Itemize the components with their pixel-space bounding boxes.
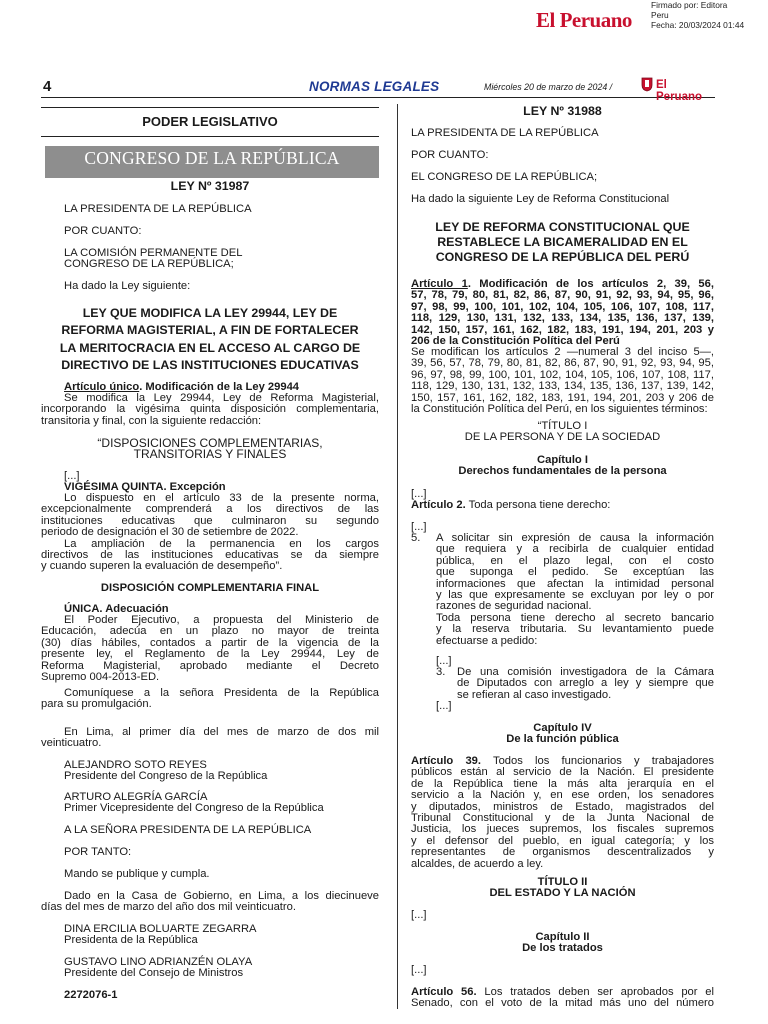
paragraph: Ha dado la Ley siguiente: bbox=[64, 280, 191, 292]
article-label: Artículo 39. bbox=[411, 756, 482, 767]
signature-text bbox=[651, 0, 744, 31]
signatory-role: Presidenta de la República bbox=[64, 934, 198, 946]
body-line: y cuando superen la evaluación de desempeño”. bbox=[41, 560, 283, 573]
ellipsis: [...] bbox=[436, 655, 452, 667]
body-line: la Constitución Política del Perú, en los siguientes términos: bbox=[411, 402, 708, 415]
signatory-name: GUSTAVO LINO ADRIANZÉN OLAYA bbox=[64, 956, 253, 968]
paragraph: Mando se publique y cumpla. bbox=[64, 868, 210, 880]
ellipsis: [...] bbox=[411, 521, 427, 533]
body-line: efectuarse a pedido: bbox=[436, 634, 538, 647]
body-line: y el defensor del pueblo, en igual categoría; y los bbox=[411, 835, 714, 847]
body-line: que requiera y a recibirla de cualquier entidad bbox=[436, 544, 714, 556]
paragraph: A LA SEÑORA PRESIDENTA DE LA REPÚBLICA bbox=[64, 824, 312, 836]
body-line: 39, 56, 57, 78, 79, 80, 81, 82, 86, 87, 90, 91, 92, 93, 94, 95, bbox=[411, 358, 714, 370]
chapter-heading: Capítulo I bbox=[537, 454, 588, 466]
article-heading bbox=[64, 382, 299, 393]
body-line: Reforma Magisterial, aprobado mediante el Decreto bbox=[41, 660, 379, 672]
unica-body bbox=[41, 615, 379, 683]
body-line: que suponga el pedido. Se exceptúan las bbox=[436, 567, 714, 579]
body-line: excepcionalmente comprenderá a los directivos de las bbox=[41, 504, 379, 516]
body-line: de Diputados con arreglo a ley y siempre que bbox=[457, 678, 714, 690]
paragraph: LA COMISIÓN PERMANENTE DEL bbox=[64, 247, 243, 259]
body-line: Se modifica la Ley 29944, Ley de Reforma Magisterial, bbox=[64, 393, 379, 404]
page-number: 4 bbox=[43, 78, 52, 95]
body-line: para su promulgación. bbox=[41, 698, 152, 711]
quote-heading: “DISPOSICIONES COMPLEMENTARIAS, bbox=[97, 436, 323, 450]
article-label: Artículo único bbox=[64, 381, 140, 393]
body-line: En Lima, al primer día del mes de marzo de dos mil bbox=[64, 727, 379, 738]
item-number: 3. bbox=[436, 666, 446, 678]
body-line bbox=[411, 279, 714, 290]
unica-heading: ÚNICA. Adecuación bbox=[64, 603, 169, 615]
paragraph: Ha dado la siguiente Ley de Reforma Constitucional bbox=[411, 193, 670, 205]
title-heading: TÍTULO II bbox=[537, 876, 588, 888]
article-heading-text: . Modificación de los artículos 2, 39, 56, bbox=[467, 279, 714, 290]
body-line: A solicitar sin expresión de causa la información bbox=[436, 533, 714, 544]
item-5-body bbox=[436, 533, 714, 647]
body-line: veinticuatro. bbox=[41, 737, 102, 750]
body-line: 118, 129, 130, 131, 132, 133, 134, 135, 136, 137, 139, bbox=[411, 313, 714, 325]
article-label: Artículo 1 bbox=[411, 279, 468, 290]
body-line: Justicia, los jueces supremos, los fiscales supremos bbox=[411, 824, 714, 836]
signature-line: Peru bbox=[651, 10, 669, 21]
body-line: informaciones que afectan la intimidad personal bbox=[436, 578, 714, 590]
body-line: Dado en la Casa de Gobierno, en Lima, a los diecinueve bbox=[64, 891, 379, 902]
signatory-role: Presidente del Consejo de Ministros bbox=[64, 967, 244, 979]
article-text: Todos los funcionarios y trabajadores bbox=[481, 756, 714, 767]
paragraph: EL CONGRESO DE LA REPÚBLICA; bbox=[411, 171, 598, 183]
body-line: Toda persona tiene derecho al secreto bancario bbox=[436, 612, 714, 624]
article-heading-text: . Modificación de la Ley 29944 bbox=[139, 381, 300, 393]
title-line: REFORMA MAGISTERIAL, A FIN DE FORTALECER bbox=[61, 323, 359, 338]
publication-code: 2272076-1 bbox=[64, 989, 118, 1001]
vigesima-body bbox=[41, 493, 379, 573]
body-line: se refieran al caso investigado. bbox=[457, 688, 612, 701]
signatory-name: ALEJANDRO SOTO REYES bbox=[64, 759, 207, 771]
ellipsis: [...] bbox=[411, 964, 427, 976]
body-line: públicos están al servicio de la Nación. El presidente bbox=[411, 767, 714, 779]
body-line: 142, 150, 157, 161, 162, 182, 183, 191, 194, 201, 203 y bbox=[411, 324, 714, 336]
article-label: Artículo 2. bbox=[411, 499, 466, 511]
ellipsis: [...] bbox=[64, 470, 80, 482]
paragraph: POR TANTO: bbox=[64, 846, 132, 858]
body-line: Educación, adecúa en un plazo no mayor de treinta bbox=[41, 626, 379, 638]
body-line: días del mes de marzo del año dos mil veinticuatro. bbox=[41, 901, 296, 914]
body-line: representantes de organismos descentralizados y bbox=[411, 847, 714, 859]
body-line: 118, 129, 130, 131, 132, 133, 134, 135, 136, 137, 139, 142, bbox=[411, 381, 714, 393]
quote-heading: TRANSITORIAS Y FINALES bbox=[133, 447, 287, 461]
body-line: 150, 157, 161, 162, 182, 183, 191, 194, 201, 203 y 206 de bbox=[411, 392, 714, 404]
title-line: LA MERITOCRACIA EN EL ACCESO AL CARGO DE bbox=[59, 340, 361, 355]
body-line: 96, 97, 98, 99, 100, 101, 102, 104, 105, 106, 107, 108, 117, bbox=[411, 369, 714, 381]
article-39 bbox=[411, 756, 714, 870]
body-line: servicio a la Nación y, en ese orden, los senadores bbox=[411, 790, 714, 802]
ellipsis: [...] bbox=[411, 488, 427, 500]
body-line: periodo de designación el 30 de setiembre de 2022. bbox=[41, 526, 299, 539]
body-line: incorporando la vigésima quinta disposición complementaria, bbox=[41, 404, 379, 416]
article-text: Los tratados deben ser aprobados por el bbox=[476, 987, 714, 998]
poder-box bbox=[41, 107, 379, 137]
chapter-subheading: De los tratados bbox=[522, 942, 603, 954]
body-line bbox=[411, 756, 714, 767]
body-line: alcaldes, de acuerdo a ley. bbox=[411, 857, 544, 870]
body-line bbox=[411, 987, 714, 998]
body-line: transitoria y final, con la siguiente redacción: bbox=[41, 414, 262, 427]
body-line: 97, 98, 99, 100, 101, 102, 104, 105, 106, 107, 108, 117, bbox=[411, 301, 714, 313]
paragraph: LA PRESIDENTA DE LA REPÚBLICA bbox=[411, 127, 599, 139]
law-title bbox=[411, 220, 714, 266]
body-line: 57, 78, 79, 80, 81, 82, 86, 87, 90, 91, 92, 93, 94, 95, 96, bbox=[411, 290, 714, 302]
article-1-body bbox=[411, 347, 714, 415]
disposicion-heading: DISPOSICIÓN COMPLEMENTARIA FINAL bbox=[100, 582, 320, 594]
comuniquese bbox=[41, 688, 379, 711]
law-title bbox=[41, 305, 379, 375]
en-lima bbox=[41, 727, 379, 750]
paragraph: POR CUANTO: bbox=[64, 225, 142, 237]
poder-legislativo-heading: PODER LEGISLATIVO bbox=[142, 114, 278, 129]
title-line: LEY DE REFORMA CONSTITUCIONAL QUE bbox=[435, 220, 690, 234]
chapter-subheading: De la función pública bbox=[506, 733, 619, 745]
law-number: LEY Nº 31987 bbox=[170, 179, 250, 193]
title-subheading: DEL ESTADO Y LA NACIÓN bbox=[489, 887, 636, 899]
body-line: razones de seguridad nacional. bbox=[436, 600, 592, 613]
body-line: Comuníquese a la señora Presidenta de la República bbox=[64, 688, 379, 699]
title-line: RESTABLECE LA BICAMERALIDAD EN EL bbox=[437, 235, 688, 250]
congreso-band bbox=[45, 146, 379, 178]
body-line: y las que expresamente se excluyan por ley o por bbox=[436, 589, 714, 601]
page-header bbox=[41, 76, 715, 103]
signatory-name: ARTURO ALEGRÍA GARCÍA bbox=[64, 791, 208, 803]
ellipsis: [...] bbox=[411, 909, 427, 921]
digital-signature bbox=[530, 0, 768, 40]
article-2 bbox=[411, 500, 610, 511]
header-date: Miércoles 20 de marzo de 2024 / bbox=[484, 82, 613, 92]
title-line: LEY QUE MODIFICA LA LEY 29944, LEY DE bbox=[82, 306, 338, 320]
law-number: LEY Nº 31988 bbox=[523, 104, 602, 118]
signatory-role: Presidente del Congreso de la República bbox=[64, 770, 268, 782]
body-line: presente ley, el Reglamento de la Ley 29944, Ley de bbox=[41, 649, 379, 661]
body-line: Se modifican los artículos 2 —numeral 3 del inciso 5—, bbox=[411, 347, 714, 358]
item-3-body bbox=[457, 667, 714, 701]
body-line: instituciones educativas que culminaron su segundo bbox=[41, 515, 379, 527]
body-line: Senado, con el voto de la mitad más uno del número bbox=[411, 998, 714, 1010]
signature-line: Firmado por: Editora bbox=[651, 0, 728, 10]
section-title: NORMAS LEGALES bbox=[309, 79, 440, 94]
body-line: Tribunal Constitucional y de la Junta Nacional de bbox=[411, 812, 714, 824]
body-line: La ampliación de la permanencia en los cargos bbox=[64, 538, 379, 550]
item-number: 5. bbox=[411, 532, 421, 544]
body-line: El Poder Ejecutivo, a propuesta del Ministerio de bbox=[64, 615, 379, 626]
vigesima-heading: VIGÉSIMA QUINTA. Excepción bbox=[64, 481, 226, 493]
title-heading: “TÍTULO I bbox=[537, 420, 588, 432]
paragraph: CONGRESO DE LA REPÚBLICA; bbox=[64, 258, 234, 270]
body-line: y la reserva tributaria. Su levantamiento puede bbox=[436, 624, 714, 636]
ellipsis: [...] bbox=[436, 700, 452, 712]
congreso-heading: CONGRESO DE LA REPÚBLICA bbox=[84, 148, 340, 168]
signatory-role: Primer Vicepresidente del Congreso de la República bbox=[64, 802, 324, 814]
signature-logo: El Peruano bbox=[536, 8, 632, 32]
dado-en bbox=[41, 891, 379, 914]
article-text: Toda persona tiene derecho: bbox=[465, 499, 611, 511]
paragraph: LA PRESIDENTA DE LA REPÚBLICA bbox=[64, 203, 252, 215]
signature-line: Fecha: 20/03/2024 01:44 bbox=[651, 20, 745, 31]
signatory-name: DINA ERCILIA BOLUARTE ZEGARRA bbox=[64, 923, 257, 935]
body-line: Supremo 004-2013-ED. bbox=[41, 670, 160, 683]
paragraph: POR CUANTO: bbox=[411, 149, 489, 161]
coat-of-arms-icon bbox=[641, 77, 653, 92]
chapter-heading: Capítulo II bbox=[535, 931, 590, 943]
chapter-subheading: Derechos fundamentales de la persona bbox=[458, 465, 667, 477]
body-line: y diputados, ministros de Estado, magistrados del bbox=[411, 801, 714, 813]
body-line: de la República tiene la más alta jerarquía en el bbox=[411, 778, 714, 790]
body-line: De una comisión investigadora de la Cámara bbox=[457, 667, 714, 678]
title-line: DIRECTIVO DE LAS INSTITUCIONES EDUCATIVAS bbox=[61, 358, 359, 373]
title-subheading: DE LA PERSONA Y DE LA SOCIEDAD bbox=[464, 431, 661, 443]
body-line: 206 de la Constitución Política del Perú bbox=[411, 334, 620, 347]
column-divider bbox=[397, 104, 398, 1009]
chapter-heading: Capítulo IV bbox=[533, 722, 592, 734]
article-label: Artículo 56. bbox=[411, 987, 477, 998]
title-line: CONGRESO DE LA REPÚBLICA DEL PERÚ bbox=[435, 250, 690, 265]
header-logo: El Peruano bbox=[656, 79, 703, 103]
body-line: Lo dispuesto en el artículo 33 de la presente norma, bbox=[64, 493, 379, 504]
article-1-heading bbox=[411, 279, 714, 347]
body-line: pública, en el plazo legal, con el costo bbox=[436, 555, 714, 567]
body-line: directivos de las instituciones educativas se da siempre bbox=[41, 549, 379, 561]
article-56 bbox=[411, 987, 714, 1010]
body-line: (30) días hábiles, contados a partir de la vigencia de la bbox=[41, 637, 379, 649]
article-body bbox=[41, 393, 379, 427]
